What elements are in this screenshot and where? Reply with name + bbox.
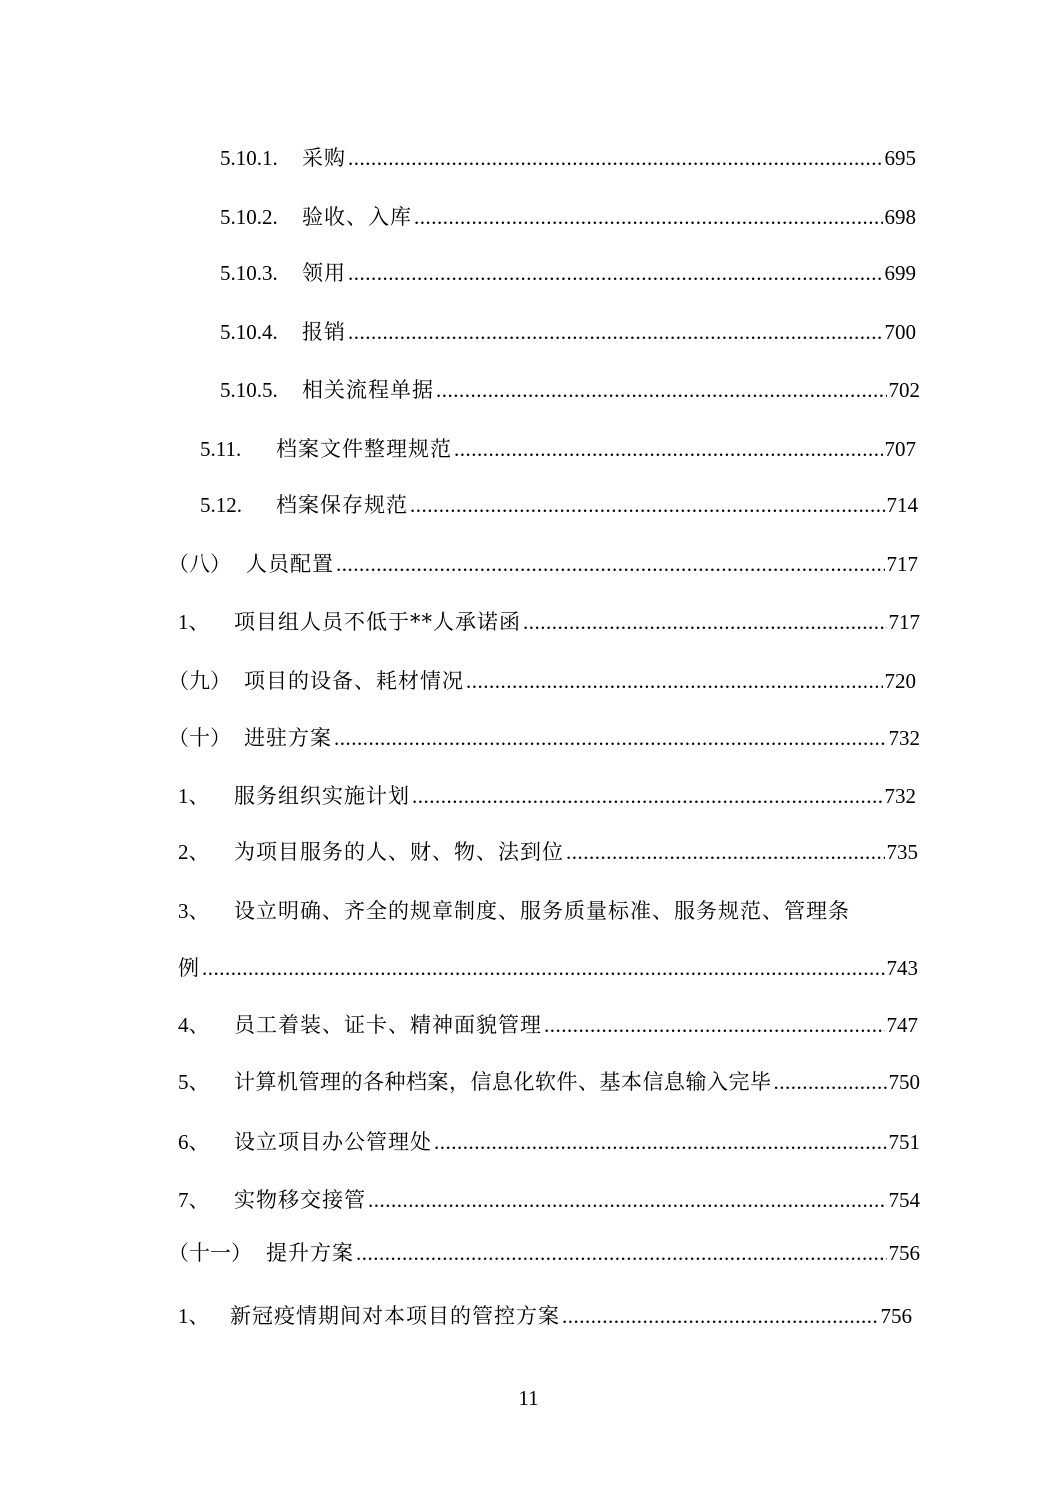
- dot-leader: [368, 1186, 887, 1214]
- dot-leader: [412, 782, 883, 810]
- toc-entry-page: 698: [884, 205, 916, 229]
- toc-entry-number: （九）: [168, 669, 231, 693]
- toc-entry-number: 5.10.2.: [220, 205, 278, 229]
- toc-entry-number: 5.11.: [200, 437, 242, 461]
- toc-entry-page: 695: [884, 146, 916, 170]
- toc-entry[interactable]: [178, 1068, 920, 1096]
- toc-entry-page: 750: [888, 1070, 920, 1094]
- toc-entry[interactable]: [178, 954, 918, 982]
- toc-entry[interactable]: [178, 1011, 918, 1039]
- toc-entry-title: 相关流程单据: [302, 378, 434, 402]
- toc-entry-number: 1、: [178, 1304, 210, 1328]
- toc-entry-title: 人员配置: [246, 552, 334, 576]
- toc-entry[interactable]: [178, 1302, 912, 1330]
- toc-entry-number: 5.10.4.: [220, 320, 278, 344]
- toc-entry-title: 实物移交接管: [234, 1188, 366, 1212]
- toc-entry-page: 754: [888, 1188, 920, 1212]
- dot-leader: [348, 144, 883, 172]
- toc-entry-title: 新冠疫情期间对本项目的管控方案: [230, 1304, 560, 1328]
- toc-entry-title: 项目组人员不低于**人承诺函: [234, 610, 521, 634]
- toc-entry-number: 7、: [178, 1188, 210, 1212]
- toc-entry-number: 5.10.5.: [220, 378, 278, 402]
- toc-entry-page: 743: [886, 956, 918, 980]
- toc-entry[interactable]: [178, 838, 918, 866]
- dot-leader: [523, 608, 887, 636]
- toc-entry-number: 4、: [178, 1013, 210, 1037]
- toc-entry[interactable]: [178, 1128, 920, 1156]
- toc-entry-title: 档案文件整理规范: [276, 437, 452, 461]
- dot-leader: [466, 667, 883, 695]
- toc-entry[interactable]: [168, 724, 920, 752]
- toc-entry-title: 领用: [302, 261, 346, 285]
- toc-entry[interactable]: [200, 435, 916, 463]
- toc-entry-title: 提升方案: [266, 1241, 354, 1265]
- dot-leader: [454, 435, 883, 463]
- toc-entry-page: 720: [884, 669, 916, 693]
- toc-entry[interactable]: [220, 259, 916, 287]
- toc-entry-number: 2、: [178, 840, 210, 864]
- toc-entry-number: 5.10.1.: [220, 146, 278, 170]
- toc-entry-number: 1、: [178, 784, 210, 808]
- toc-entry-title: 验收、入库: [302, 205, 412, 229]
- toc-entry[interactable]: [178, 1186, 920, 1214]
- toc-entry-number: 5、: [178, 1070, 210, 1094]
- dot-leader: [410, 491, 885, 519]
- dot-leader: [336, 550, 885, 578]
- dot-leader: [436, 376, 887, 404]
- toc-entry-page: 717: [886, 552, 918, 576]
- toc-entry-title: 计算机管理的各种档案，信息化软件、基本信息输入完毕: [234, 1070, 772, 1094]
- toc-entry-number: 1、: [178, 610, 210, 634]
- toc-entry-page: 756: [888, 1241, 920, 1265]
- toc-entry[interactable]: [168, 550, 918, 578]
- dot-leader: [544, 1011, 885, 1039]
- toc-entry-page: 702: [888, 378, 920, 402]
- toc-entry-number: （八）: [168, 552, 231, 576]
- dot-leader: [414, 203, 883, 231]
- toc-entry-title: 档案保存规范: [276, 493, 408, 517]
- toc-entry[interactable]: [220, 376, 920, 404]
- page-number: 11: [518, 1386, 539, 1410]
- toc-entry[interactable]: [200, 491, 918, 519]
- dot-leader: [356, 1239, 887, 1267]
- toc-entry-page: 732: [884, 784, 916, 808]
- toc-entry-number: 5.10.3.: [220, 261, 278, 285]
- toc-entry-title: 员工着装、证卡、精神面貌管理: [234, 1013, 542, 1037]
- toc-entry-page: 735: [886, 840, 918, 864]
- toc-entry-title: 项目的设备、耗材情况: [244, 669, 464, 693]
- toc-entry[interactable]: [168, 1239, 920, 1267]
- dot-leader: [348, 259, 883, 287]
- toc-entry[interactable]: [178, 608, 920, 636]
- toc-entry-title: 设立项目办公管理处: [234, 1130, 432, 1154]
- toc-entry-page: 717: [888, 610, 920, 634]
- toc-entry-title: 设立明确、齐全的规章制度、服务质量标准、服务规范、管理条: [234, 899, 850, 923]
- toc-entry-page: 732: [888, 726, 920, 750]
- dot-leader: [566, 838, 885, 866]
- toc-entry-first-line[interactable]: [178, 897, 850, 925]
- toc-entry-number: 3、: [178, 899, 210, 923]
- toc-entry-title-continued: 例: [178, 956, 200, 980]
- toc-entry-number: 5.12.: [200, 493, 242, 517]
- toc-entry-number: （十一）: [168, 1241, 252, 1265]
- toc-entry-title: 进驻方案: [244, 726, 332, 750]
- toc-entry-page: 756: [880, 1304, 912, 1328]
- dot-leader: [562, 1302, 879, 1330]
- toc-entry-title: 报销: [302, 320, 346, 344]
- toc-entry-title: 服务组织实施计划: [234, 784, 410, 808]
- toc-entry-title: 采购: [302, 146, 346, 170]
- toc-entry-number: 6、: [178, 1130, 210, 1154]
- toc-entry-page: 707: [884, 437, 916, 461]
- dot-leader: [434, 1128, 887, 1156]
- toc-entry-page: 747: [886, 1013, 918, 1037]
- dot-leader: [334, 724, 887, 752]
- toc-entry[interactable]: [220, 203, 916, 231]
- toc-entry[interactable]: [168, 667, 916, 695]
- dot-leader: [202, 954, 885, 982]
- dot-leader: [348, 318, 883, 346]
- toc-entry-page: 714: [886, 493, 918, 517]
- toc-entry-page: 699: [884, 261, 916, 285]
- toc-entry-number: （十）: [168, 726, 231, 750]
- toc-entry[interactable]: [220, 144, 916, 172]
- toc-entry-title: 为项目服务的人、财、物、法到位: [234, 840, 564, 864]
- toc-entry-page: 700: [884, 320, 916, 344]
- toc-entry[interactable]: [220, 318, 916, 346]
- toc-entry-page: 751: [888, 1130, 920, 1154]
- dot-leader: [774, 1068, 887, 1096]
- toc-entry[interactable]: [178, 782, 916, 810]
